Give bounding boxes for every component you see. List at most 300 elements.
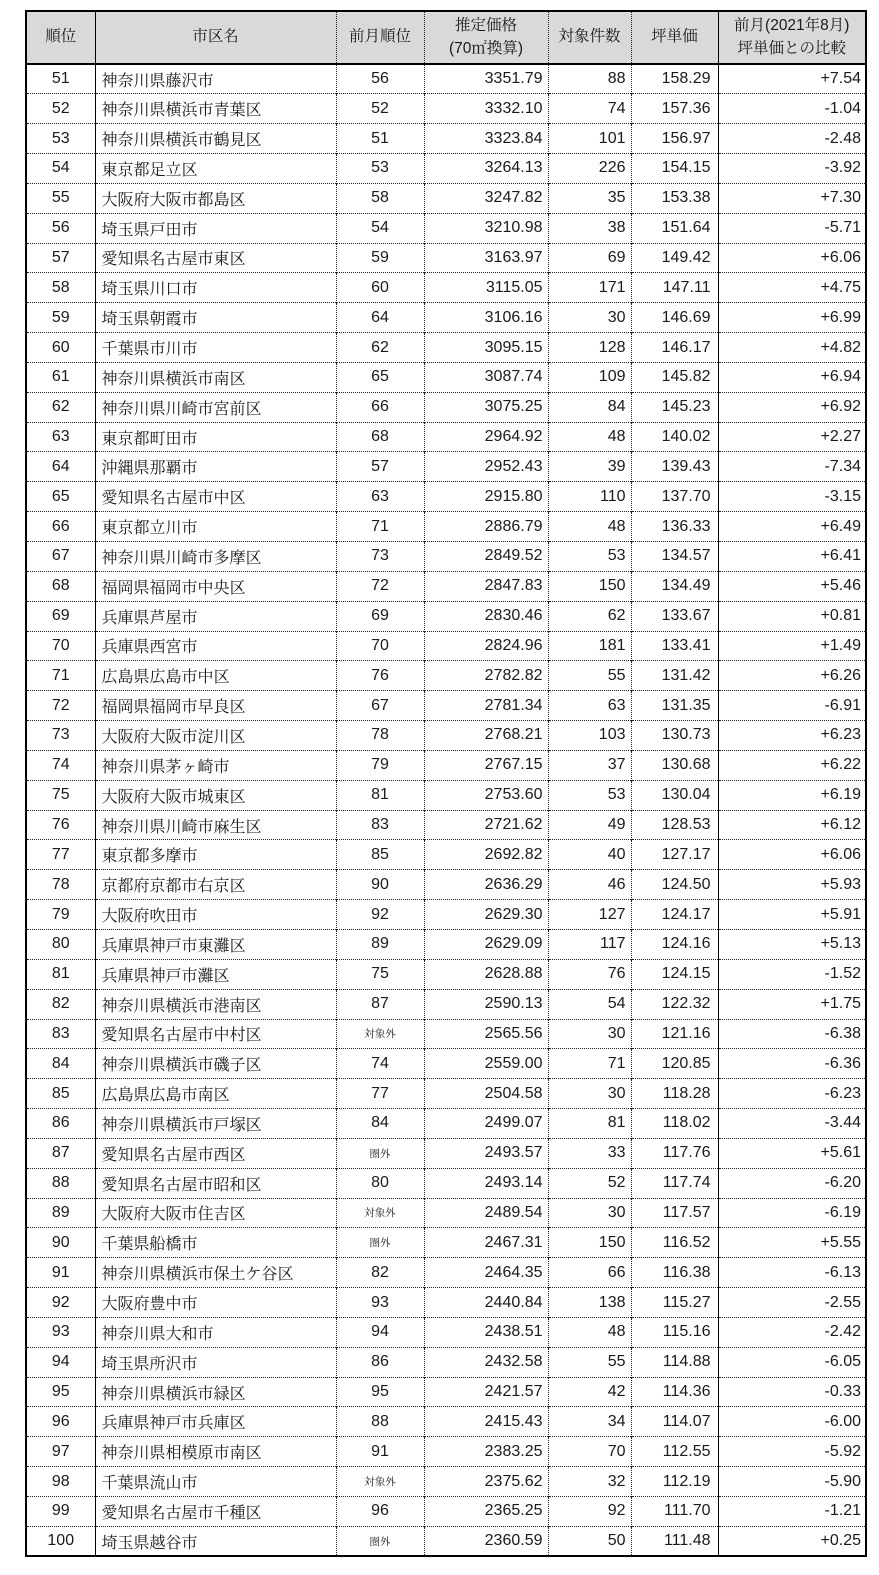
city-price-ranking-table xyxy=(25,10,867,1557)
cell-est_price: 2767.15 xyxy=(424,750,548,780)
cell-rank: 56 xyxy=(26,213,95,243)
cell-tsubo: 145.82 xyxy=(631,362,718,392)
cell-city: 大阪府大阪市淀川区 xyxy=(95,721,336,751)
cell-est_price: 2590.13 xyxy=(424,989,548,1019)
table-row xyxy=(26,452,866,482)
cell-city: 神奈川県横浜市磯子区 xyxy=(95,1049,336,1079)
cell-prev_rank: 68 xyxy=(336,422,424,452)
cell-prev_rank: 52 xyxy=(336,94,424,124)
cell-rank: 82 xyxy=(26,989,95,1019)
cell-rank: 66 xyxy=(26,512,95,542)
cell-count: 52 xyxy=(548,1168,631,1198)
cell-count: 101 xyxy=(548,124,631,154)
cell-compare: +6.06 xyxy=(718,840,866,870)
cell-prev_rank: 56 xyxy=(336,64,424,94)
cell-city: 東京都町田市 xyxy=(95,422,336,452)
cell-tsubo: 137.70 xyxy=(631,482,718,512)
table-row xyxy=(26,810,866,840)
cell-count: 66 xyxy=(548,1258,631,1288)
header-count xyxy=(548,11,631,64)
cell-city: 神奈川県川崎市宮前区 xyxy=(95,392,336,422)
cell-prev_rank: 91 xyxy=(336,1437,424,1467)
cell-prev_rank: 87 xyxy=(336,989,424,1019)
header-estimated-price-label-line2: (70㎡換算) xyxy=(448,39,524,57)
table-row xyxy=(26,750,866,780)
cell-tsubo: 133.41 xyxy=(631,631,718,661)
cell-tsubo: 124.50 xyxy=(631,870,718,900)
cell-compare: -6.36 xyxy=(718,1049,866,1079)
cell-rank: 68 xyxy=(26,571,95,601)
cell-city: 千葉県流山市 xyxy=(95,1467,336,1497)
cell-city: 神奈川県横浜市南区 xyxy=(95,362,336,392)
cell-tsubo: 154.15 xyxy=(631,154,718,184)
cell-city: 愛知県名古屋市西区 xyxy=(95,1138,336,1168)
table-row xyxy=(26,422,866,452)
cell-tsubo: 115.27 xyxy=(631,1288,718,1318)
cell-count: 39 xyxy=(548,452,631,482)
cell-tsubo: 158.29 xyxy=(631,64,718,94)
table-row xyxy=(26,900,866,930)
table-row xyxy=(26,1138,866,1168)
cell-tsubo: 134.57 xyxy=(631,542,718,572)
cell-prev_rank: 54 xyxy=(336,213,424,243)
cell-count: 30 xyxy=(548,303,631,333)
cell-rank: 88 xyxy=(26,1168,95,1198)
cell-compare: -6.20 xyxy=(718,1168,866,1198)
cell-prev_rank: 80 xyxy=(336,1168,424,1198)
cell-rank: 64 xyxy=(26,452,95,482)
cell-tsubo: 117.76 xyxy=(631,1138,718,1168)
cell-prev_rank: 73 xyxy=(336,542,424,572)
cell-city: 兵庫県神戸市灘区 xyxy=(95,959,336,989)
cell-count: 40 xyxy=(548,840,631,870)
cell-rank: 69 xyxy=(26,601,95,631)
cell-count: 150 xyxy=(548,1228,631,1258)
cell-prev_rank: 57 xyxy=(336,452,424,482)
cell-count: 37 xyxy=(548,750,631,780)
table-row xyxy=(26,542,866,572)
cell-count: 127 xyxy=(548,900,631,930)
cell-city: 愛知県名古屋市中村区 xyxy=(95,1019,336,1049)
header-tsubo-price xyxy=(631,11,718,64)
cell-tsubo: 130.04 xyxy=(631,780,718,810)
cell-prev_rank: 71 xyxy=(336,512,424,542)
cell-tsubo: 147.11 xyxy=(631,273,718,303)
cell-compare: -6.05 xyxy=(718,1347,866,1377)
table-row xyxy=(26,124,866,154)
cell-city: 神奈川県横浜市鶴見区 xyxy=(95,124,336,154)
table-row xyxy=(26,1467,866,1497)
header-row xyxy=(26,11,866,64)
cell-compare: -2.55 xyxy=(718,1288,866,1318)
cell-est_price: 2467.31 xyxy=(424,1228,548,1258)
cell-compare: +6.26 xyxy=(718,661,866,691)
cell-prev_rank: 66 xyxy=(336,392,424,422)
cell-compare: +6.22 xyxy=(718,750,866,780)
cell-est_price: 2824.96 xyxy=(424,631,548,661)
cell-count: 48 xyxy=(548,512,631,542)
cell-prev_rank: 圏外 xyxy=(336,1228,424,1258)
table-row xyxy=(26,1079,866,1109)
cell-prev_rank: 対象外 xyxy=(336,1467,424,1497)
cell-rank: 81 xyxy=(26,959,95,989)
cell-est_price: 3332.10 xyxy=(424,94,548,124)
cell-compare: -7.34 xyxy=(718,452,866,482)
cell-city: 埼玉県所沢市 xyxy=(95,1347,336,1377)
cell-tsubo: 153.38 xyxy=(631,183,718,213)
cell-city: 埼玉県越谷市 xyxy=(95,1526,336,1556)
table-row xyxy=(26,780,866,810)
cell-compare: +6.99 xyxy=(718,303,866,333)
header-count-label: 対象件数 xyxy=(558,28,621,46)
cell-tsubo: 118.02 xyxy=(631,1109,718,1139)
cell-prev_rank: 85 xyxy=(336,840,424,870)
cell-tsubo: 146.69 xyxy=(631,303,718,333)
cell-tsubo: 117.57 xyxy=(631,1198,718,1228)
cell-count: 33 xyxy=(548,1138,631,1168)
cell-prev_rank: 75 xyxy=(336,959,424,989)
table-row xyxy=(26,1198,866,1228)
table-row xyxy=(26,691,866,721)
cell-compare: +5.61 xyxy=(718,1138,866,1168)
cell-tsubo: 115.16 xyxy=(631,1317,718,1347)
cell-city: 東京都足立区 xyxy=(95,154,336,184)
cell-rank: 79 xyxy=(26,900,95,930)
cell-prev_rank: 53 xyxy=(336,154,424,184)
table-row xyxy=(26,721,866,751)
cell-prev_rank: 81 xyxy=(336,780,424,810)
cell-est_price: 2830.46 xyxy=(424,601,548,631)
cell-rank: 51 xyxy=(26,64,95,94)
cell-prev_rank: 対象外 xyxy=(336,1198,424,1228)
table-row xyxy=(26,362,866,392)
cell-count: 150 xyxy=(548,571,631,601)
cell-est_price: 3163.97 xyxy=(424,243,548,273)
cell-prev_rank: 72 xyxy=(336,571,424,601)
cell-city: 神奈川県相模原市南区 xyxy=(95,1437,336,1467)
cell-tsubo: 131.42 xyxy=(631,661,718,691)
cell-prev_rank: 63 xyxy=(336,482,424,512)
cell-city: 神奈川県横浜市保土ケ谷区 xyxy=(95,1258,336,1288)
cell-count: 84 xyxy=(548,392,631,422)
cell-compare: -1.21 xyxy=(718,1497,866,1527)
cell-est_price: 2629.09 xyxy=(424,929,548,959)
cell-tsubo: 112.19 xyxy=(631,1467,718,1497)
cell-rank: 73 xyxy=(26,721,95,751)
cell-est_price: 2440.84 xyxy=(424,1288,548,1318)
cell-count: 74 xyxy=(548,94,631,124)
cell-count: 81 xyxy=(548,1109,631,1139)
cell-city: 神奈川県横浜市青葉区 xyxy=(95,94,336,124)
cell-compare: +6.41 xyxy=(718,542,866,572)
cell-tsubo: 130.68 xyxy=(631,750,718,780)
cell-tsubo: 157.36 xyxy=(631,94,718,124)
cell-est_price: 2565.56 xyxy=(424,1019,548,1049)
cell-compare: +6.94 xyxy=(718,362,866,392)
cell-compare: +5.91 xyxy=(718,900,866,930)
cell-est_price: 2782.82 xyxy=(424,661,548,691)
cell-rank: 86 xyxy=(26,1109,95,1139)
table-row xyxy=(26,183,866,213)
cell-est_price: 2849.52 xyxy=(424,542,548,572)
cell-compare: +5.13 xyxy=(718,929,866,959)
cell-compare: -1.04 xyxy=(718,94,866,124)
cell-prev_rank: 64 xyxy=(336,303,424,333)
cell-city: 福岡県福岡市早良区 xyxy=(95,691,336,721)
cell-est_price: 2628.88 xyxy=(424,959,548,989)
cell-est_price: 2964.92 xyxy=(424,422,548,452)
cell-city: 兵庫県西宮市 xyxy=(95,631,336,661)
cell-rank: 74 xyxy=(26,750,95,780)
cell-compare: -3.44 xyxy=(718,1109,866,1139)
cell-prev_rank: 77 xyxy=(336,1079,424,1109)
table-row xyxy=(26,1258,866,1288)
cell-tsubo: 139.43 xyxy=(631,452,718,482)
cell-prev_rank: 93 xyxy=(336,1288,424,1318)
cell-rank: 71 xyxy=(26,661,95,691)
cell-city: 大阪府吹田市 xyxy=(95,900,336,930)
cell-rank: 76 xyxy=(26,810,95,840)
cell-city: 広島県広島市中区 xyxy=(95,661,336,691)
cell-prev_rank: 79 xyxy=(336,750,424,780)
cell-rank: 67 xyxy=(26,542,95,572)
cell-rank: 57 xyxy=(26,243,95,273)
cell-count: 30 xyxy=(548,1079,631,1109)
cell-est_price: 3210.98 xyxy=(424,213,548,243)
cell-compare: +6.92 xyxy=(718,392,866,422)
cell-count: 128 xyxy=(548,333,631,363)
cell-count: 117 xyxy=(548,929,631,959)
cell-tsubo: 116.52 xyxy=(631,1228,718,1258)
cell-rank: 54 xyxy=(26,154,95,184)
cell-tsubo: 140.02 xyxy=(631,422,718,452)
cell-prev_rank: 67 xyxy=(336,691,424,721)
cell-prev_rank: 94 xyxy=(336,1317,424,1347)
cell-est_price: 2915.80 xyxy=(424,482,548,512)
cell-count: 53 xyxy=(548,780,631,810)
table-row xyxy=(26,333,866,363)
cell-prev_rank: 60 xyxy=(336,273,424,303)
table-row xyxy=(26,1109,866,1139)
cell-count: 35 xyxy=(548,183,631,213)
cell-count: 76 xyxy=(548,959,631,989)
table-row xyxy=(26,1019,866,1049)
cell-est_price: 2504.58 xyxy=(424,1079,548,1109)
cell-est_price: 3095.15 xyxy=(424,333,548,363)
cell-compare: -5.90 xyxy=(718,1467,866,1497)
cell-rank: 89 xyxy=(26,1198,95,1228)
cell-est_price: 3264.13 xyxy=(424,154,548,184)
cell-rank: 77 xyxy=(26,840,95,870)
table-row xyxy=(26,870,866,900)
cell-rank: 100 xyxy=(26,1526,95,1556)
cell-city: 神奈川県茅ヶ崎市 xyxy=(95,750,336,780)
cell-est_price: 3247.82 xyxy=(424,183,548,213)
table-row xyxy=(26,571,866,601)
cell-count: 181 xyxy=(548,631,631,661)
header-prev-rank-label: 前月順位 xyxy=(348,28,411,46)
cell-rank: 55 xyxy=(26,183,95,213)
cell-tsubo: 114.07 xyxy=(631,1407,718,1437)
table-row xyxy=(26,94,866,124)
table-row xyxy=(26,154,866,184)
cell-compare: +7.30 xyxy=(718,183,866,213)
table-row xyxy=(26,512,866,542)
cell-city: 東京都立川市 xyxy=(95,512,336,542)
cell-city: 千葉県船橋市 xyxy=(95,1228,336,1258)
header-rank-label: 順位 xyxy=(45,28,77,46)
cell-prev_rank: 92 xyxy=(336,900,424,930)
cell-prev_rank: 69 xyxy=(336,601,424,631)
cell-count: 50 xyxy=(548,1526,631,1556)
cell-compare: -6.00 xyxy=(718,1407,866,1437)
cell-est_price: 3106.16 xyxy=(424,303,548,333)
table-row xyxy=(26,1288,866,1318)
cell-count: 110 xyxy=(548,482,631,512)
cell-est_price: 2365.25 xyxy=(424,1497,548,1527)
cell-rank: 94 xyxy=(26,1347,95,1377)
cell-est_price: 3087.74 xyxy=(424,362,548,392)
cell-tsubo: 122.32 xyxy=(631,989,718,1019)
table-row xyxy=(26,1407,866,1437)
header-city xyxy=(95,11,336,64)
cell-compare: +4.75 xyxy=(718,273,866,303)
cell-count: 226 xyxy=(548,154,631,184)
cell-prev_rank: 圏外 xyxy=(336,1526,424,1556)
cell-prev_rank: 84 xyxy=(336,1109,424,1139)
cell-est_price: 2421.57 xyxy=(424,1377,548,1407)
cell-count: 30 xyxy=(548,1198,631,1228)
table-row xyxy=(26,929,866,959)
cell-count: 88 xyxy=(548,64,631,94)
cell-count: 171 xyxy=(548,273,631,303)
cell-rank: 97 xyxy=(26,1437,95,1467)
cell-compare: +4.82 xyxy=(718,333,866,363)
cell-count: 103 xyxy=(548,721,631,751)
cell-compare: +6.49 xyxy=(718,512,866,542)
cell-city: 愛知県名古屋市中区 xyxy=(95,482,336,512)
cell-tsubo: 112.55 xyxy=(631,1437,718,1467)
cell-count: 34 xyxy=(548,1407,631,1437)
table-row xyxy=(26,1437,866,1467)
cell-tsubo: 120.85 xyxy=(631,1049,718,1079)
cell-compare: +5.55 xyxy=(718,1228,866,1258)
cell-rank: 90 xyxy=(26,1228,95,1258)
cell-city: 埼玉県戸田市 xyxy=(95,213,336,243)
cell-city: 沖縄県那覇市 xyxy=(95,452,336,482)
table-row xyxy=(26,243,866,273)
cell-tsubo: 118.28 xyxy=(631,1079,718,1109)
cell-compare: +6.12 xyxy=(718,810,866,840)
cell-rank: 92 xyxy=(26,1288,95,1318)
cell-est_price: 2438.51 xyxy=(424,1317,548,1347)
cell-tsubo: 128.53 xyxy=(631,810,718,840)
cell-est_price: 2493.57 xyxy=(424,1138,548,1168)
cell-est_price: 2753.60 xyxy=(424,780,548,810)
cell-rank: 95 xyxy=(26,1377,95,1407)
cell-est_price: 2375.62 xyxy=(424,1467,548,1497)
cell-city: 神奈川県横浜市戸塚区 xyxy=(95,1109,336,1139)
cell-rank: 60 xyxy=(26,333,95,363)
cell-count: 30 xyxy=(548,1019,631,1049)
cell-compare: +6.06 xyxy=(718,243,866,273)
cell-tsubo: 146.17 xyxy=(631,333,718,363)
cell-compare: +6.19 xyxy=(718,780,866,810)
cell-count: 46 xyxy=(548,870,631,900)
cell-count: 138 xyxy=(548,1288,631,1318)
cell-count: 69 xyxy=(548,243,631,273)
cell-compare: +0.25 xyxy=(718,1526,866,1556)
table-row xyxy=(26,1497,866,1527)
cell-rank: 58 xyxy=(26,273,95,303)
cell-count: 62 xyxy=(548,601,631,631)
cell-count: 32 xyxy=(548,1467,631,1497)
cell-prev_rank: 86 xyxy=(336,1347,424,1377)
cell-count: 109 xyxy=(548,362,631,392)
cell-est_price: 2489.54 xyxy=(424,1198,548,1228)
cell-count: 63 xyxy=(548,691,631,721)
header-prev-rank xyxy=(336,11,424,64)
table-header xyxy=(26,11,866,64)
cell-tsubo: 116.38 xyxy=(631,1258,718,1288)
table-row xyxy=(26,959,866,989)
cell-rank: 62 xyxy=(26,392,95,422)
cell-city: 埼玉県朝霞市 xyxy=(95,303,336,333)
header-rank xyxy=(26,11,95,64)
cell-compare: +5.93 xyxy=(718,870,866,900)
cell-tsubo: 133.67 xyxy=(631,601,718,631)
header-compare-label-line1: 前月(2021年8月) xyxy=(734,17,850,35)
cell-rank: 84 xyxy=(26,1049,95,1079)
cell-est_price: 3075.25 xyxy=(424,392,548,422)
cell-est_price: 2768.21 xyxy=(424,721,548,751)
cell-prev_rank: 対象外 xyxy=(336,1019,424,1049)
cell-count: 71 xyxy=(548,1049,631,1079)
table-row xyxy=(26,661,866,691)
cell-est_price: 2493.14 xyxy=(424,1168,548,1198)
table-row xyxy=(26,1317,866,1347)
cell-prev_rank: 58 xyxy=(336,183,424,213)
cell-est_price: 2464.35 xyxy=(424,1258,548,1288)
cell-city: 京都府京都市右京区 xyxy=(95,870,336,900)
cell-tsubo: 111.70 xyxy=(631,1497,718,1527)
table-row xyxy=(26,1049,866,1079)
table-row xyxy=(26,303,866,333)
cell-count: 42 xyxy=(548,1377,631,1407)
cell-compare: -5.71 xyxy=(718,213,866,243)
cell-prev_rank: 96 xyxy=(336,1497,424,1527)
cell-rank: 93 xyxy=(26,1317,95,1347)
cell-prev_rank: 62 xyxy=(336,333,424,363)
cell-city: 埼玉県川口市 xyxy=(95,273,336,303)
cell-est_price: 2636.29 xyxy=(424,870,548,900)
cell-prev_rank: 70 xyxy=(336,631,424,661)
cell-city: 東京都多摩市 xyxy=(95,840,336,870)
cell-est_price: 2952.43 xyxy=(424,452,548,482)
cell-est_price: 2432.58 xyxy=(424,1347,548,1377)
table-row xyxy=(26,1377,866,1407)
cell-rank: 85 xyxy=(26,1079,95,1109)
cell-est_price: 2629.30 xyxy=(424,900,548,930)
header-tsubo-price-label: 坪単価 xyxy=(651,28,698,46)
cell-rank: 72 xyxy=(26,691,95,721)
cell-prev_rank: 89 xyxy=(336,929,424,959)
table-row xyxy=(26,631,866,661)
cell-est_price: 2847.83 xyxy=(424,571,548,601)
cell-compare: -2.48 xyxy=(718,124,866,154)
cell-compare: -6.23 xyxy=(718,1079,866,1109)
cell-city: 大阪府豊中市 xyxy=(95,1288,336,1318)
